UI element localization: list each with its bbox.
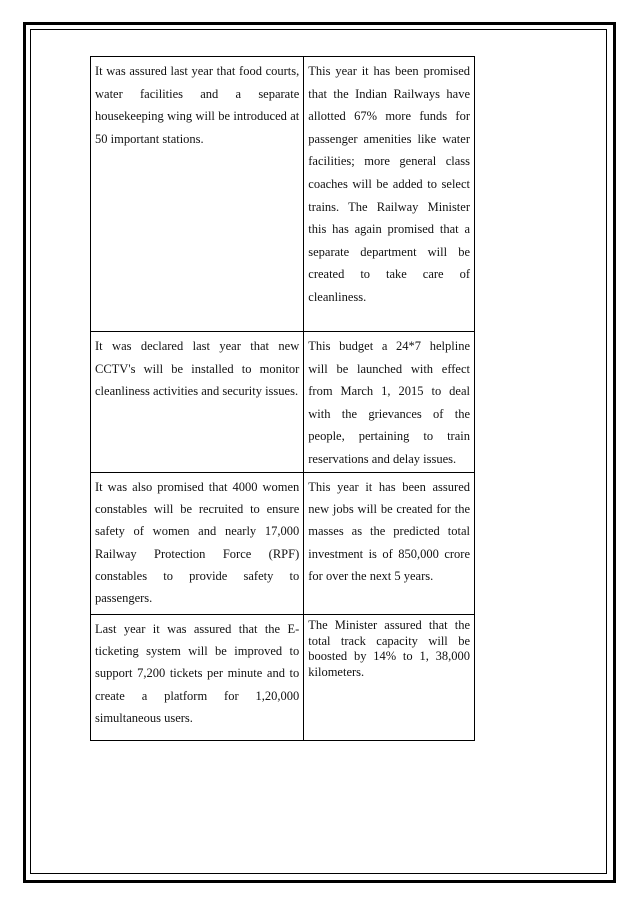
- this-year-cell: This budget a 24*7 helpline will be launched with effect from March 1, 2015 to deal with the grievances of the people, pertaining to train reservations and delay issues.: [304, 332, 475, 473]
- comparison-table: [90, 56, 475, 741]
- last-year-cell: Last year it was assured that the E-ticketing system will be improved to support 7,200 tickets per minute and to create a platform for 1,20,000 simultaneous users.: [91, 615, 304, 741]
- table-row: [91, 57, 475, 332]
- table-row: [91, 332, 475, 473]
- last-year-cell: It was declared last year that new CCTV's will be installed to monitor cleanliness activities and security issues.: [91, 332, 304, 473]
- table-row: [91, 615, 475, 741]
- this-year-cell: This year it has been promised that the Indian Railways have allotted 67% more funds for passenger amenities like water facilities; more general class coaches will be added to select trains. The Railway Minister this has again promised that a separate department will be created to take care of cleanliness.: [304, 57, 475, 332]
- last-year-cell: It was also promised that 4000 women constables will be recruited to ensure safety of women and nearly 17,000 Railway Protection Force (RPF) constables to provide safety to passengers.: [91, 473, 304, 615]
- this-year-cell: The Minister assured that the total track capacity will be boosted by 14% to 1, 38,000 kilometers.: [304, 615, 475, 741]
- table-row: [91, 473, 475, 615]
- last-year-cell: It was assured last year that food courts, water facilities and a separate housekeeping wing will be introduced at 50 important stations.: [91, 57, 304, 332]
- this-year-cell: This year it has been assured new jobs will be created for the masses as the predicted total investment is of 850,000 crore for over the next 5 years.: [304, 473, 475, 615]
